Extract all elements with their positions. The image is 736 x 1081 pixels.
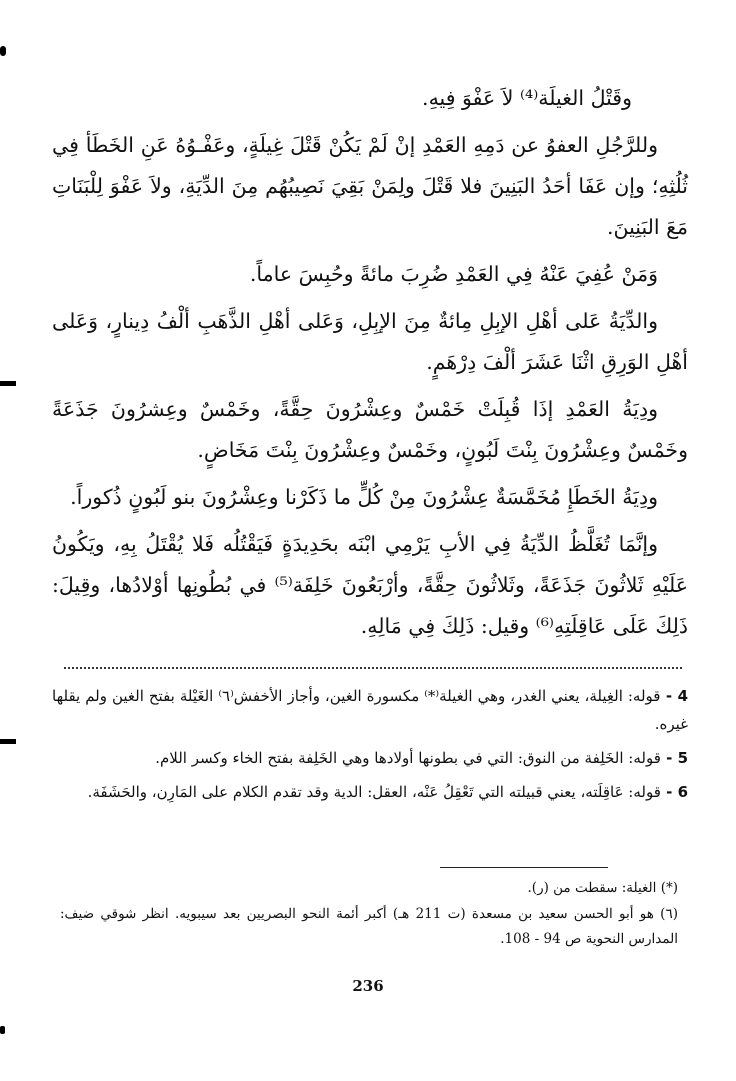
footnote: (*) الغيلة: سقطت من (ر). [527, 880, 678, 896]
scan-edge-mark [0, 46, 6, 56]
note-number: 4 [677, 687, 689, 705]
footnote: (٦) هو أبو الحسن سعيد بن مسعدة (ت 211 هـ) أكبر أئمة النحو البصريين بعد سيبويه. انظر شوقي ضيف: المدارس النحوية ص 94 - 108. [60, 906, 678, 947]
note-number: 6 [677, 783, 688, 801]
scan-edge-mark [0, 1026, 5, 1034]
note-text: قوله: الغِيلة، يعني الغدر، وهي الغيلة⁽*⁾ مكسورة الغين، وأجاز الأخفش⁽٦⁾ الغَيْلة بفتح الغين ولم يقلها غيره. [52, 687, 688, 733]
paragraph: وللرَّجُلِ العفوُ عن دَمِهِ العَمْدِ إنْ لَمْ يَكُنْ قَتْلَ غِيلَةٍ، وعَفْـوُهُ عَنِ الخَطَأ فِي ثُلُثِهِ؛ وإن عَفَا أحَدُ البَنِينَ فلا قَتْلَ ولِمَنْ بَقِيَ نَصِيبُهُم مِنَ الدِّيَةِ، ولاَ عَفْوَ لِلْبَنَاتِ مَعَ البَنِينَ. [52, 133, 688, 239]
scan-edge-mark [0, 739, 16, 744]
note-number: 5 [677, 749, 688, 767]
scan-edge-mark [0, 381, 16, 386]
note-item: 4 - قوله: الغِيلة، يعني الغدر، وهي الغيلة⁽*⁾ مكسورة الغين، وأجاز الأخفش⁽٦⁾ الغَيْلة بفتح الغين ولم يقلها غيره. [52, 687, 689, 733]
note-text: قوله: عَاقِلَته، يعني قبيلته التي تَعْقِلُ عَنْه، العقل: الدية وقد تقدم الكلام على المَارِن، والحَشَفَة. [87, 783, 661, 801]
note-item: 6 - قوله: عَاقِلَته، يعني قبيلته التي تَعْقِلُ عَنْه، العقل: الدية وقد تقدم الكلام على المَارِن، والحَشَفَة. [87, 783, 688, 801]
notes-separator [64, 667, 682, 669]
main-text [52, 78, 688, 653]
paragraph: وإنَّمَا تُغَلَّظُ الدِّيَةُ فِي الأبِ يَرْمِي ابْنَه بحَدِيدَةٍ فَيَقْتُلُه فَلا يُقْتَلُ بِهِ، ويَكُونُ عَلَيْهِ ثَلاثُونَ جَذَعَةً، وثَلاثُونَ حِقَّةً، وأرْبَعُونَ خَلِفَة⁽⁵⁾ في بُطُونِها أوْلادُها، وقِيلَ: ذَلِكَ عَلَى عَاقِلَتِهِ⁽⁶⁾ وقيل: ذَلِكَ فِي مَالِهِ. [52, 532, 689, 638]
paragraph: والدِّيَةُ عَلى أهْلِ الإبِلِ مِائةٌ مِنَ الإبِلِ، وَعَلى أهْلِ الذَّهَبِ ألْفُ دِينارٍ، وَعَلى أهْلِ الوَرِقِ اثْنَا عَشَرَ ألْفَ دِرْهَمٍ. [52, 309, 688, 374]
commentary-notes [52, 682, 688, 812]
footnotes [60, 876, 678, 953]
paragraph: وَمَنْ عُفِيَ عَنْهُ فِي العَمْدِ ضُرِبَ مائةً وحُبِسَ عاماً. [249, 262, 658, 286]
paragraph: ودِيَةُ الخَطَإِ مُخَمَّسَةٌ عِشْرُونَ مِنْ كُلٍّ ما ذَكَرْنا وعِشْرُونَ بنو لَبُونٍ ذُكوراً. [70, 485, 658, 509]
note-text: قوله: الخَلِفة من النوق: التي في بطونها أولادها وهي الخَلِفة بفتح الخاء وكسر اللام. [155, 749, 661, 767]
paragraph: وقَتْلُ الغيلَة⁽⁴⁾ لاَ عَفْوَ فِيهِ. [422, 86, 632, 110]
paragraph: ودِيَةُ العَمْدِ إذَا قُبِلَتْ خَمْسٌ وعِشْرُونَ حِقَّةً، وخَمْسٌ وعِشرُونَ جَذَعَةً وخَمْسٌ وعِشْرُونَ بِنْتَ لَبُونٍ، وخَمْسٌ وعِشْرُونَ بِنْتَ مَخَاضٍ. [52, 397, 688, 462]
footnote-separator [440, 867, 608, 868]
page-number: 236 [352, 977, 384, 995]
note-item: 5 - قوله: الخَلِفة من النوق: التي في بطونها أولادها وهي الخَلِفة بفتح الخاء وكسر اللام. [155, 749, 688, 767]
